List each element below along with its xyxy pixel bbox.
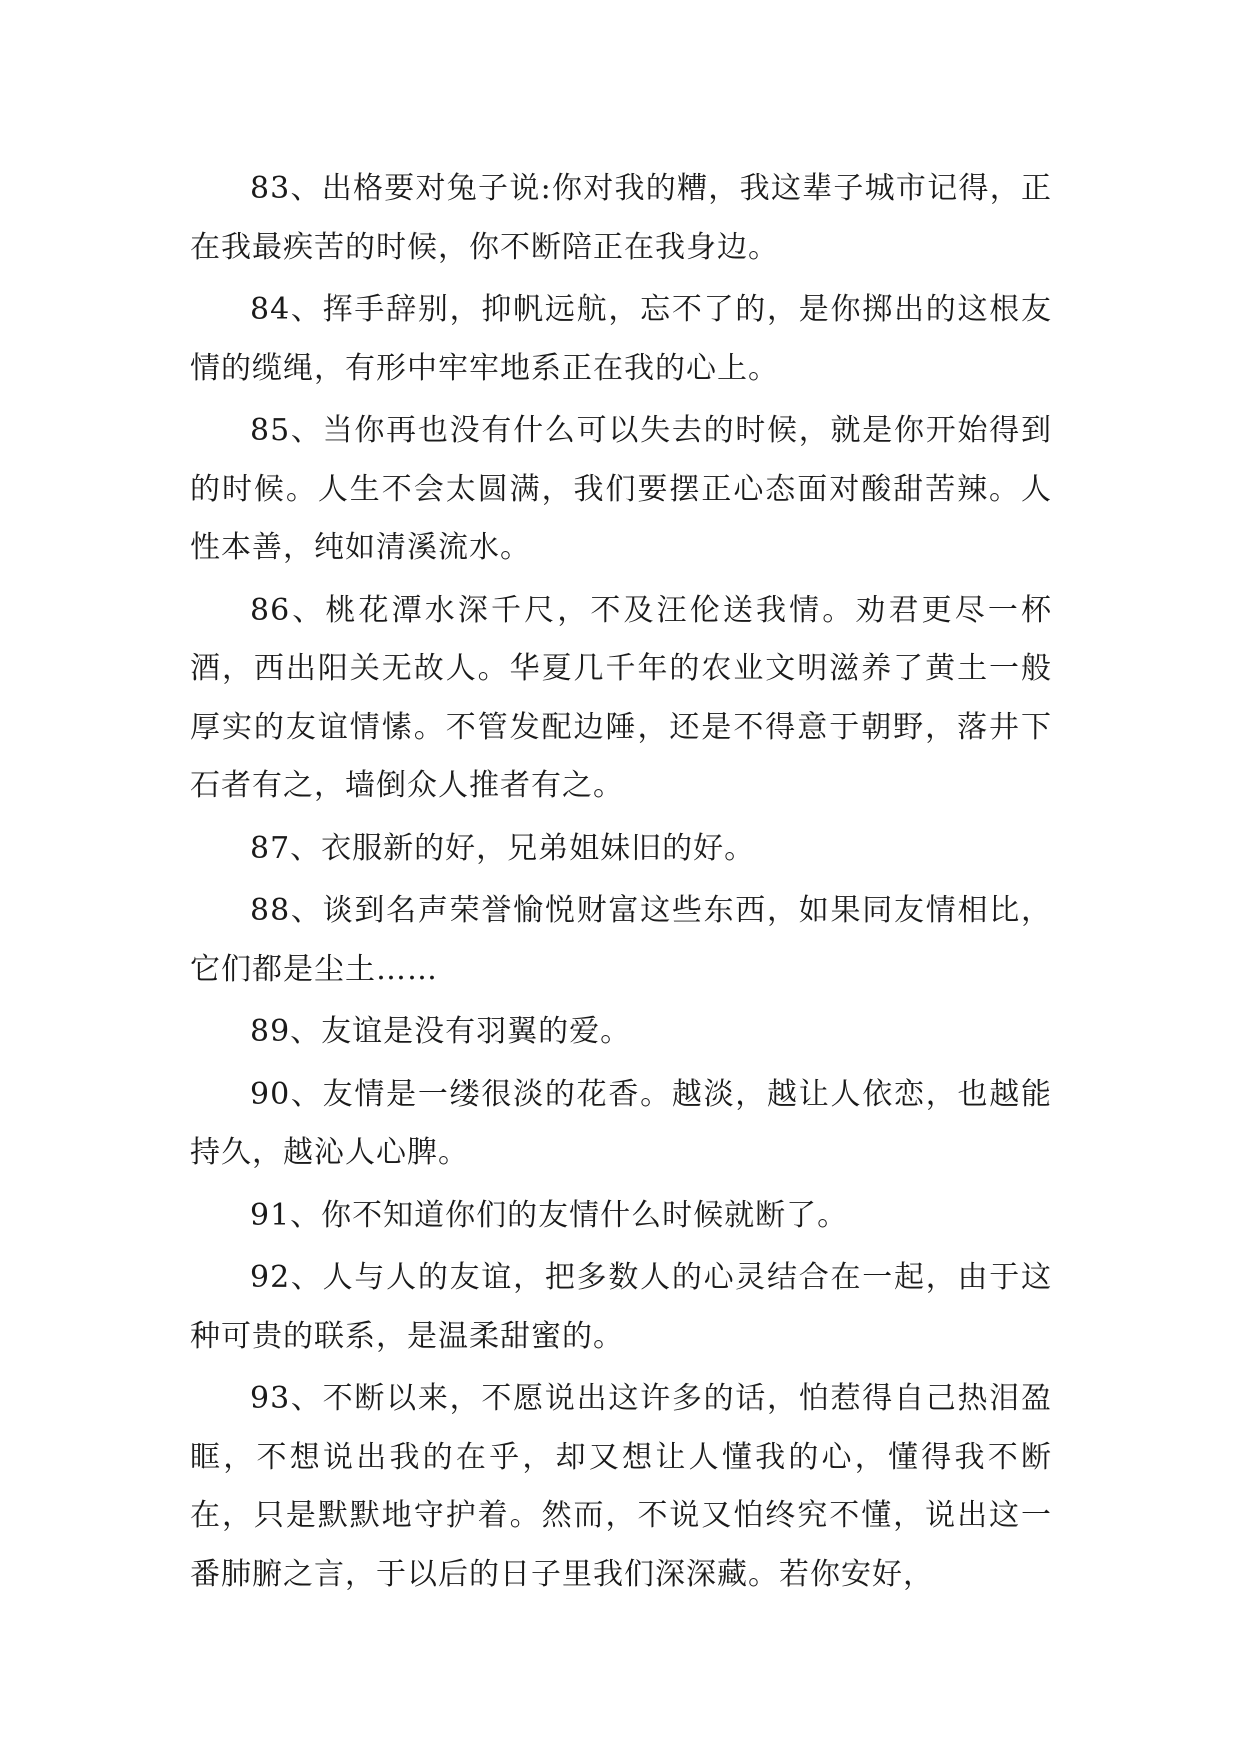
paragraph-88: 88、谈到名声荣誉愉悦财富这些东西，如果同友情相比，它们都是尘土…… [190,893,1052,987]
document-body [190,160,1052,1608]
paragraph-87: 87、衣服新的好，兄弟姐妹旧的好。 [250,830,756,866]
paragraph-91: 91、你不知道你们的友情什么时候就断了。 [250,1197,849,1233]
paragraph-84: 84、挥手辞别，抑帆远航，忘不了的，是你掷出的这根友情的缆绳，有形中牢牢地系正在我的心上。 [190,292,1052,386]
paragraph-90: 90、友情是一缕很淡的花香。越淡，越让人依恋，也越能持久，越沁人心脾。 [190,1076,1052,1170]
paragraph-85: 85、当你再也没有什么可以失去的时候，就是你开始得到的时候。人生不会太圆满，我们要摆正心态面对酸甜苦辣。人性本善，纯如清溪流水。 [190,413,1052,565]
paragraph-89: 89、友谊是没有羽翼的爱。 [250,1014,632,1049]
paragraph-92: 92、人与人的友谊，把多数人的心灵结合在一起，由于这种可贵的联系，是温柔甜蜜的。 [190,1260,1052,1354]
paragraph-93: 93、不断以来，不愿说出这许多的话，怕惹得自己热泪盈眶，不想说出我的在乎，却又想让人懂我的心，懂得我不断在，只是默默地守护着。然而，不说又怕终究不懂，说出这一番肺腑之言，于以后的日子里我们深深藏。若你安好， [190,1381,1052,1592]
paragraph-86: 86、桃花潭水深千尺，不及汪伦送我情。劝君更尽一杯酒，西出阳关无故人。华夏几千年的农业文明滋养了黄土一般厚实的友谊情愫。不管发配边陲，还是不得意于朝野，落井下石者有之，墙倒众人推者有之。 [190,592,1052,803]
paragraph-83: 83、出格要对兔子说:你对我的糟，我这辈子城市记得，正在我最疾苦的时候，你不断陪正在我身边。 [190,171,1052,265]
